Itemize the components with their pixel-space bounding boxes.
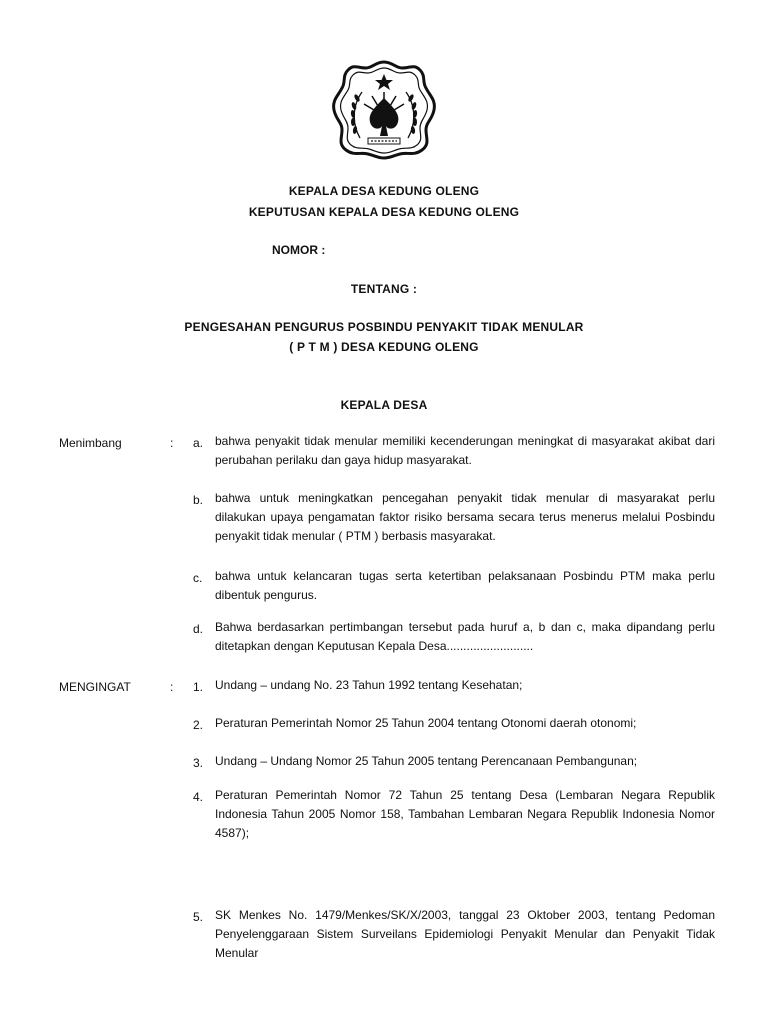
- menimbang-marker-b: b.: [193, 493, 204, 507]
- menimbang-marker-a: a.: [193, 436, 204, 450]
- menimbang-marker-c: c.: [193, 571, 203, 585]
- menimbang-item-b: bahwa untuk meningkatkan pencegahan penyakit tidak menular di masyarakat perlu dilakukan upaya pengamatan faktor risiko bersama secara terus menerus melalui Posbindu penyakit tidak menular ( PTM ) berbasis masyarakat.: [215, 491, 715, 543]
- subject-line-2: ( P T M ) DESA KEDUNG OLENG: [289, 340, 479, 354]
- menimbang-colon: :: [170, 436, 174, 450]
- header-title: KEPALA DESA KEDUNG OLENG: [288, 184, 480, 198]
- regency-emblem-logo: [330, 58, 438, 160]
- header-decree-title: KEPUTUSAN KEPALA DESA KEDUNG OLENG: [248, 205, 520, 219]
- tentang-label: TENTANG :: [350, 282, 418, 296]
- menimbang-marker-d: d.: [193, 622, 204, 636]
- mengingat-marker-3: 3.: [193, 756, 204, 770]
- decree-number-label: NOMOR :: [272, 243, 326, 257]
- mengingat-item-1: Undang – undang No. 23 Tahun 1992 tentang Kesehatan;: [215, 678, 523, 692]
- menimbang-label: Menimbang: [59, 436, 122, 450]
- menimbang-item-c: bahwa untuk kelancaran tugas serta ketertiban pelaksanaan Posbindu PTM maka perlu dibentuk pengurus.: [215, 569, 715, 602]
- mengingat-marker-4: 4.: [193, 790, 204, 804]
- kepala-desa-heading: KEPALA DESA: [340, 398, 428, 412]
- mengingat-label: MENGINGAT: [59, 680, 131, 694]
- mengingat-marker-2: 2.: [193, 718, 204, 732]
- subject-line-1: PENGESAHAN PENGURUS POSBINDU PENYAKIT TIDAK MENULAR: [184, 320, 584, 334]
- mengingat-item-2: Peraturan Pemerintah Nomor 25 Tahun 2004 tentang Otonomi daerah otonomi;: [215, 716, 637, 730]
- mengingat-colon: :: [170, 680, 174, 694]
- mengingat-item-4: Peraturan Pemerintah Nomor 72 Tahun 25 tentang Desa (Lembaran Negara Republik Indonesia Tahun 2005 Nomor 158, Tambahan Lembaran Negara Republik Indonesia Nomor 4587);: [215, 788, 715, 840]
- mengingat-marker-5: 5.: [193, 910, 204, 924]
- menimbang-item-a: bahwa penyakit tidak menular memiliki kecenderungan meningkat di masyarakat akibat dari perubahan perilaku dan gaya hidup masyarakat.: [215, 434, 715, 467]
- mengingat-item-5: SK Menkes No. 1479/Menkes/SK/X/2003, tanggal 23 Oktober 2003, tentang Pedoman Penyelenggaraan Sistem Surveilans Epidemiologi Penyakit Menular dan Penyakit Tidak Menular: [215, 908, 715, 960]
- menimbang-item-d: Bahwa berdasarkan pertimbangan tersebut pada huruf a, b dan c, maka dipandang perlu ditetapkan dengan Keputusan Kepala Desa..........................: [215, 620, 715, 653]
- mengingat-marker-1: 1.: [193, 680, 204, 694]
- mengingat-item-3: Undang – Undang Nomor 25 Tahun 2005 tentang Perencanaan Pembangunan;: [215, 754, 638, 768]
